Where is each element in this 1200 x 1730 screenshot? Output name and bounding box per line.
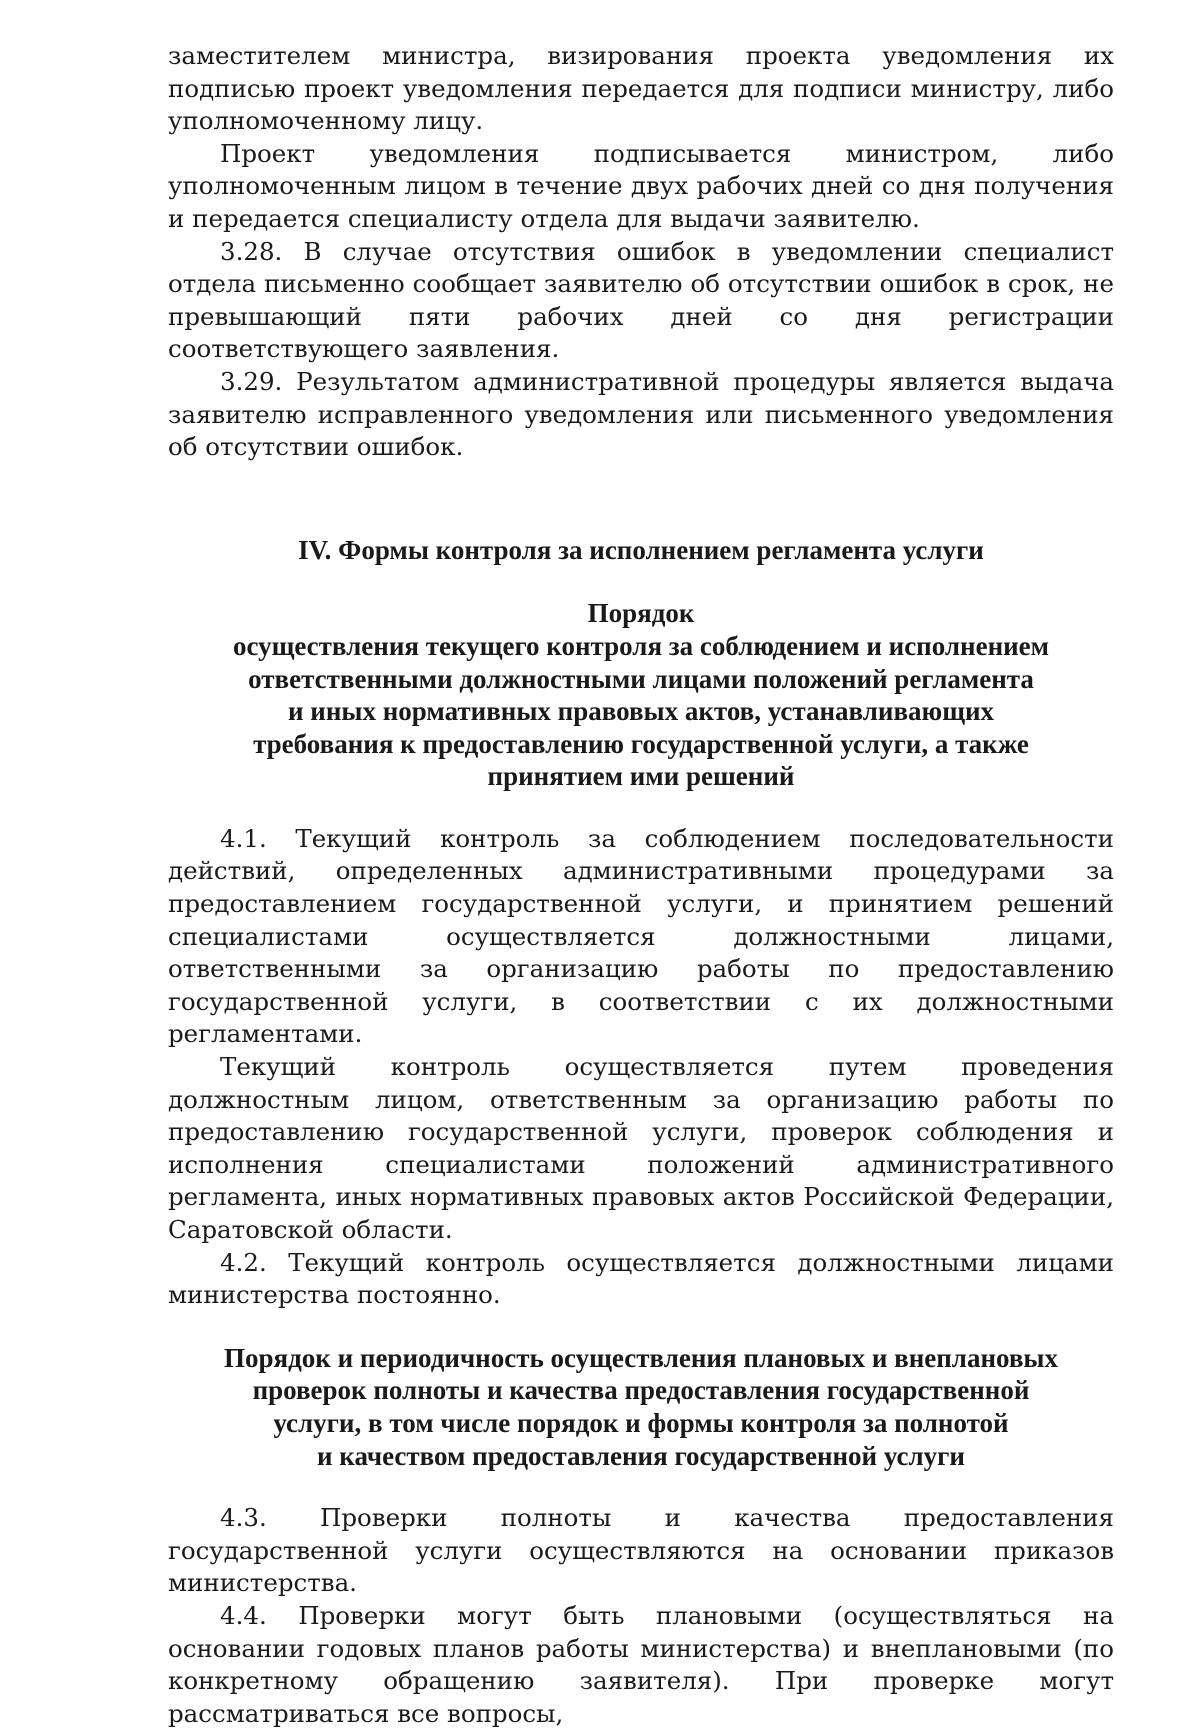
subheading-line: проверок полноты и качества предоставления государственной	[252, 1375, 1030, 1406]
paragraph-4-3: 4.3. Проверки полноты и качества предоставления государственной услуги осуществляются на основании приказов министерства.	[168, 1503, 1114, 1598]
subheading-planned-checks	[168, 1342, 1114, 1472]
document-page	[168, 40, 1114, 1730]
paragraph: Текущий контроль осуществляется путем проведения должностным лицом, ответственным за организацию работы по предоставлению государственной услуги, проверок соблюдения и исполнения специалистами положений административного регламента, иных нормативных правовых актов Российской Федерации, Саратовской области.	[168, 1052, 1114, 1244]
subheading-line: и иных нормативных правовых актов, устанавливающих	[287, 696, 995, 727]
paragraph-3-28: 3.28. В случае отсутствия ошибок в уведомлении специалист отдела письменно сообщает заявителю об отсутствии ошибок в срок, не превышающий пяти рабочих дней со дня регистрации соответствующего заявления.	[168, 236, 1114, 364]
subheading-line: услуги, в том числе порядок и формы контроля за полнотой	[273, 1407, 1009, 1438]
paragraph: заместителем министра, визирования проекта уведомления их подписью проект уведомления передается для подписи министру, либо уполномоченному лицу.	[168, 41, 1114, 136]
paragraph-4-4: 4.4. Проверки могут быть плановыми (осуществляться на основании годовых планов работы министерства) и внеплановыми (по конкретному обращению заявителя). При проверке могут рассматриваться все вопросы,	[168, 1600, 1114, 1728]
section-title: IV. Формы контроля за исполнением регламента услуги	[298, 534, 984, 565]
paragraph: Проект уведомления подписывается министром, либо уполномоченным лицом в течение двух рабочих дней со дня получения и передается специалисту отдела для выдачи заявителю.	[168, 138, 1114, 233]
subheading-line: Порядок	[587, 598, 695, 629]
paragraph-4-2: 4.2. Текущий контроль осуществляется должностными лицами министерства постоянно.	[168, 1247, 1114, 1310]
paragraph-3-29: 3.29. Результатом административной процедуры является выдача заявителю исправленного уведомления или письменного уведомления об отсутствии ошибок.	[168, 366, 1114, 462]
subheading-line: требования к предоставлению государственной услуги, а также	[253, 728, 1029, 759]
subheading-line: Порядок и периодичность осуществления плановых и внеплановых	[224, 1342, 1058, 1373]
subheading-line: принятием ими решений	[487, 761, 795, 792]
subheading-line: и качеством предоставления государственной услуги	[317, 1440, 965, 1471]
subheading-current-control	[168, 597, 1114, 793]
subheading-line: ответственными должностными лицами положений регламента	[248, 663, 1034, 694]
subheading-line: осуществления текущего контроля за соблюдением и исполнением	[232, 630, 1050, 661]
paragraph-4-1: 4.1. Текущий контроль за соблюдением последовательности действий, определенных административными процедурами за предоставлением государственной услуги, и принятием решений специалистами осуществляется должностными лицами, ответственными за организацию работы по предоставлению государственной услуги, в соответствии с их должностными регламентами.	[168, 823, 1114, 1049]
